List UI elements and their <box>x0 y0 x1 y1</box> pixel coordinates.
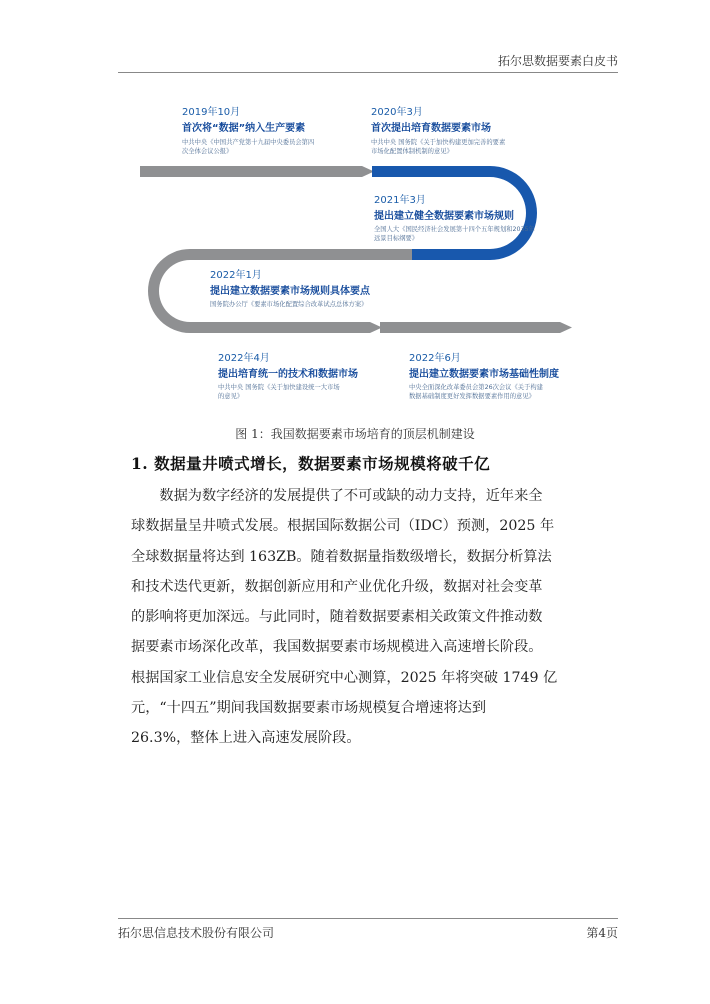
milestone-title: 提出建立数据要素市场规则具体要点 <box>210 286 370 297</box>
milestone-date: 2021年3月 <box>374 195 426 206</box>
milestone-title: 提出培育统一的技术和数据市场 <box>218 369 358 380</box>
milestone-title: 提出建立健全数据要素市场规则 <box>374 211 514 222</box>
milestone-title: 首次提出培育数据要素市场 <box>371 123 491 134</box>
footer-divider <box>118 918 618 919</box>
track-row3-gray-b <box>380 322 560 333</box>
section-heading: 1. 数据量井喷式增长，数据要素市场规模将破千亿 <box>131 454 491 473</box>
milestone-source: 全国人大《国民经济社会发展第十四个五年规划和2035年 <box>374 226 535 233</box>
milestone-source: 中共中央 国务院《关于加快构建更加完善的要素 <box>371 139 506 146</box>
track-row1-blue <box>372 166 490 177</box>
paragraph-line: 26.3%，整体上进入高速发展阶段。 <box>131 730 361 747</box>
paragraph-line: 和技术迭代更新，数据创新应用和产业优化升级，数据对社会变革 <box>131 578 543 595</box>
milestone-source: 的意见》 <box>218 393 244 400</box>
footer-company: 拓尔思信息技术股份有限公司 <box>118 926 275 940</box>
milestone-source: 中央全面深化改革委员会第26次会议《关于构建 <box>409 384 543 391</box>
paragraph-line: 数据为数字经济的发展提供了不可或缺的动力支持，近年来全 <box>131 488 543 504</box>
milestone-source: 数据基础制度更好发挥数据要素作用的意见》 <box>409 393 535 400</box>
track-row2-gray <box>190 249 412 260</box>
milestone-date: 2022年4月 <box>218 353 270 364</box>
paragraph-line: 据要素市场深化改革，我国数据要素市场规模进入高速增长阶段。 <box>131 639 543 656</box>
track-row1-gray <box>140 166 362 177</box>
track-row2-blue <box>412 249 490 260</box>
milestone-date: 2022年1月 <box>210 270 262 281</box>
timeline-track <box>0 0 710 420</box>
track-row3-end-arrow <box>560 322 572 333</box>
page-number: 第4页 <box>586 926 618 940</box>
body-paragraph <box>131 481 586 754</box>
header-title: 拓尔思数据要素白皮书 <box>497 54 618 68</box>
milestone-source: 中共中央 国务院《关于加快建设统一大市场 <box>218 384 340 391</box>
figure-caption: 图 1：我国数据要素市场培育的顶层机制建设 <box>235 427 475 441</box>
milestone-date: 2022年6月 <box>409 353 461 364</box>
milestone-source: 国务院办公厅《要素市场化配置综合改革试点总体方案》 <box>210 301 368 308</box>
milestone-source: 市场化配置体制机制的意见》 <box>371 148 453 155</box>
paragraph-line: 元，“十四五”期间我国数据要素市场规模复合增速将达到 <box>131 700 487 717</box>
paragraph-line: 球数据量呈井喷式发展。根据国际数据公司（IDC）预测，2025 年 <box>131 518 555 535</box>
paragraph-line: 全球数据量将达到 163ZB。随着数据量指数级增长，数据分析算法 <box>131 548 552 565</box>
milestone-source: 远景目标纲要》 <box>374 235 419 242</box>
milestone-title: 提出建立数据要素市场基础性制度 <box>409 369 559 380</box>
milestone-source: 中共中央《中国共产党第十九届中央委员会第四 <box>182 139 315 146</box>
paragraph-line: 的影响将更加深远。与此同时，随着数据要素相关政策文件推动数 <box>131 609 543 626</box>
paragraph-line: 根据国家工业信息安全发展研究中心测算，2025 年将突破 1749 亿 <box>131 669 558 686</box>
track-bend-left <box>148 249 190 333</box>
milestone-source: 次全体会议公报》 <box>182 148 233 155</box>
milestone-date: 2020年3月 <box>371 107 423 118</box>
milestone-date: 2019年10月 <box>182 107 241 118</box>
track-row3-gray-a <box>190 322 370 333</box>
milestone-title: 首次将“数据”纳入生产要素 <box>182 123 306 134</box>
